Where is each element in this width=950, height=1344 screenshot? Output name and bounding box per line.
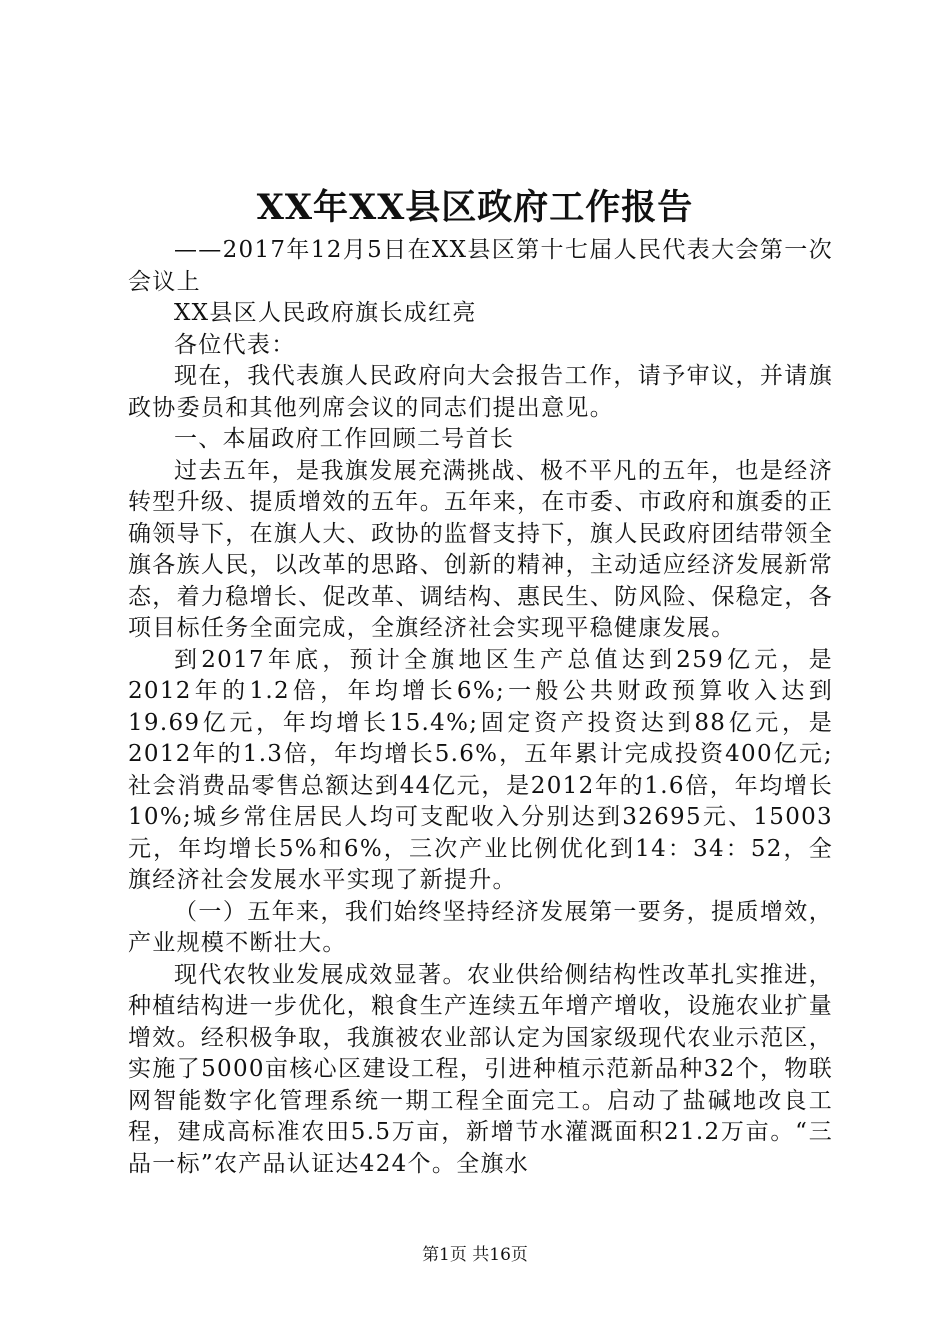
subsection-heading: （一）五年来，我们始终坚持经济发展第一要务，提质增效，产业规模不断壮大。 (128, 898, 833, 956)
salutation: 各位代表： (174, 331, 296, 358)
agriculture-paragraph: 现代农牧业发展成效显著。农业供给侧结构性改革扎实推进，种植结构进一步优化，粮食生产连续五年增产增收，设施农业扩量增效。经积极争取，我旗被农业部认定为国家级现代农业示范区，实施了5000亩核心区建设工程，引进种植示范新品种32个，物联网智能数字化管理系统一期工程全面完工。启动了盐碱地改良工程，建成高标准农田5.5万亩，新增节水灌溉面积21.2万亩。“三品一标”农产品认证达424个。全旗水 (128, 961, 833, 1177)
document-body (128, 235, 833, 1180)
section-heading: 一、本届政府工作回顾二号首长 (174, 426, 515, 452)
review-paragraph: 过去五年，是我旗发展充满挑战、极不平凡的五年，也是经济转型升级、提质增效的五年。五年来，在市委、市政府和旗委的正确领导下，在旗人大、政协的监督支持下，旗人民政府团结带领全旗各族人民，以改革的思路、创新的精神，主动适应经济发展新常态，着力稳增长、促改革、调结构、惠民生、防风险、保稳定，各项目标任务全面完成，全旗经济社会实现平稳健康发展。 (128, 457, 833, 641)
intro-paragraph: 现在，我代表旗人民政府向大会报告工作，请予审议，并请旗政协委员和其他列席会议的同志们提出意见。 (128, 363, 833, 421)
subtitle-paragraph: ——2017年12月5日在XX县区第十七届人民代表大会第一次会议上 (128, 237, 833, 295)
speaker-line: XX县区人民政府旗长成红亮 (174, 300, 477, 326)
page-footer: 第1页 共16页 (422, 1245, 528, 1265)
document-title: XX年XX县区政府工作报告 (256, 187, 694, 228)
statistics-paragraph: 到2017年底，预计全旗地区生产总值达到259亿元，是2012年的1.2倍，年均增长6%;一般公共财政预算收入达到19.69亿元，年均增长15.4%;固定资产投资达到88亿元，是2012年的1.3倍，年均增长5.6%，五年累计完成投资400亿元;社会消费品零售总额达到44亿元，是2012年的1.6倍，年均增长10%;城乡常住居民人均可支配收入分别达到32695元、15003元，年均增长5%和6%，三次产业比例优化到14：34：52，全旗经济社会发展水平实现了新提升。 (128, 646, 833, 893)
